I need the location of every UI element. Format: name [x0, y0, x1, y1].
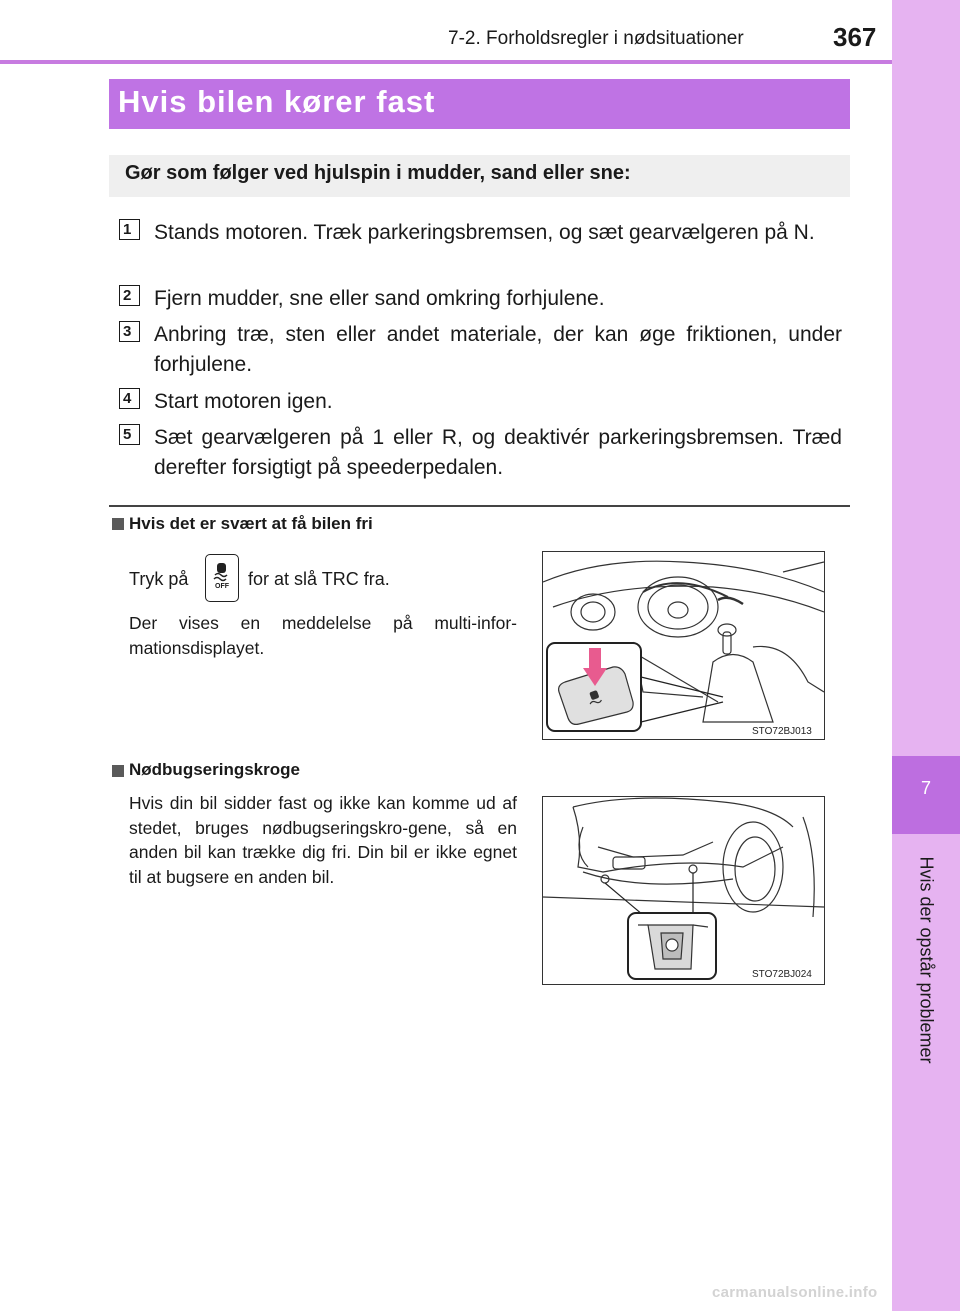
header-rule	[0, 60, 892, 64]
chapter-sidebar	[892, 0, 960, 1311]
trc-press-before: Tryk på	[129, 569, 189, 589]
watermark-footer: carmanualsonline.info	[712, 1284, 878, 1301]
page-number: 367	[833, 22, 877, 52]
figure-caption: STO72BJ013	[752, 726, 812, 737]
towing-text: Hvis din bil sidder fast og ikke kan komme ud af stedet, bruges nødbugseringskro-gene, så en anden bil kan trække dig fri. Din bil er ikke egnet til at bugsere en anden bil.	[129, 793, 517, 887]
towing-hooks-illustration	[542, 796, 825, 985]
section-divider	[109, 505, 850, 507]
subtitle: Gør som følger ved hjulspin i mudder, sand eller sne:	[125, 162, 631, 184]
figure-caption: STO72BJ024	[752, 969, 812, 980]
step-number: 1	[119, 219, 140, 240]
step-number: 2	[119, 285, 140, 306]
step-number: 5	[119, 424, 140, 445]
trc-press-after: for at slå TRC fra.	[248, 569, 390, 589]
dashboard-illustration	[542, 551, 825, 740]
trc-off-button-icon	[205, 554, 239, 602]
step-text: Sæt gearvælgeren på 1 eller R, og deaktivér parkeringsbremsen. Træd derefter forsigtigt på speederpedalen.	[154, 426, 842, 479]
step-text: Fjern mudder, sne eller sand omkring forhjulene.	[154, 287, 605, 310]
trc-off-label: OFF	[215, 583, 229, 590]
bullet-square-icon	[112, 518, 124, 530]
trc-message: Der vises en meddelelse på multi-infor-mationsdisplayet.	[129, 613, 517, 658]
chapter-number: 7	[920, 778, 931, 798]
section-title: Hvis bilen kører fast	[118, 84, 436, 119]
bullet-square-icon	[112, 765, 124, 777]
subsection-heading-towing: Nødbugseringskroge	[129, 760, 300, 779]
subsection-heading-trc: Hvis det er svært at få bilen fri	[129, 514, 373, 533]
step-text: Anbring træ, sten eller andet materiale, der kan øge friktionen, under forhjulene.	[154, 323, 842, 376]
chapter-title: Hvis der opstår problemer	[916, 856, 937, 1064]
step-number: 4	[119, 388, 140, 409]
step-number: 3	[119, 321, 140, 342]
step-text: Start motoren igen.	[154, 390, 333, 413]
header-section-title: 7-2. Forholdsregler i nødsituationer	[448, 28, 744, 49]
step-text: Stands motoren. Træk parkeringsbremsen, og sæt gearvælgeren på N.	[154, 221, 815, 244]
